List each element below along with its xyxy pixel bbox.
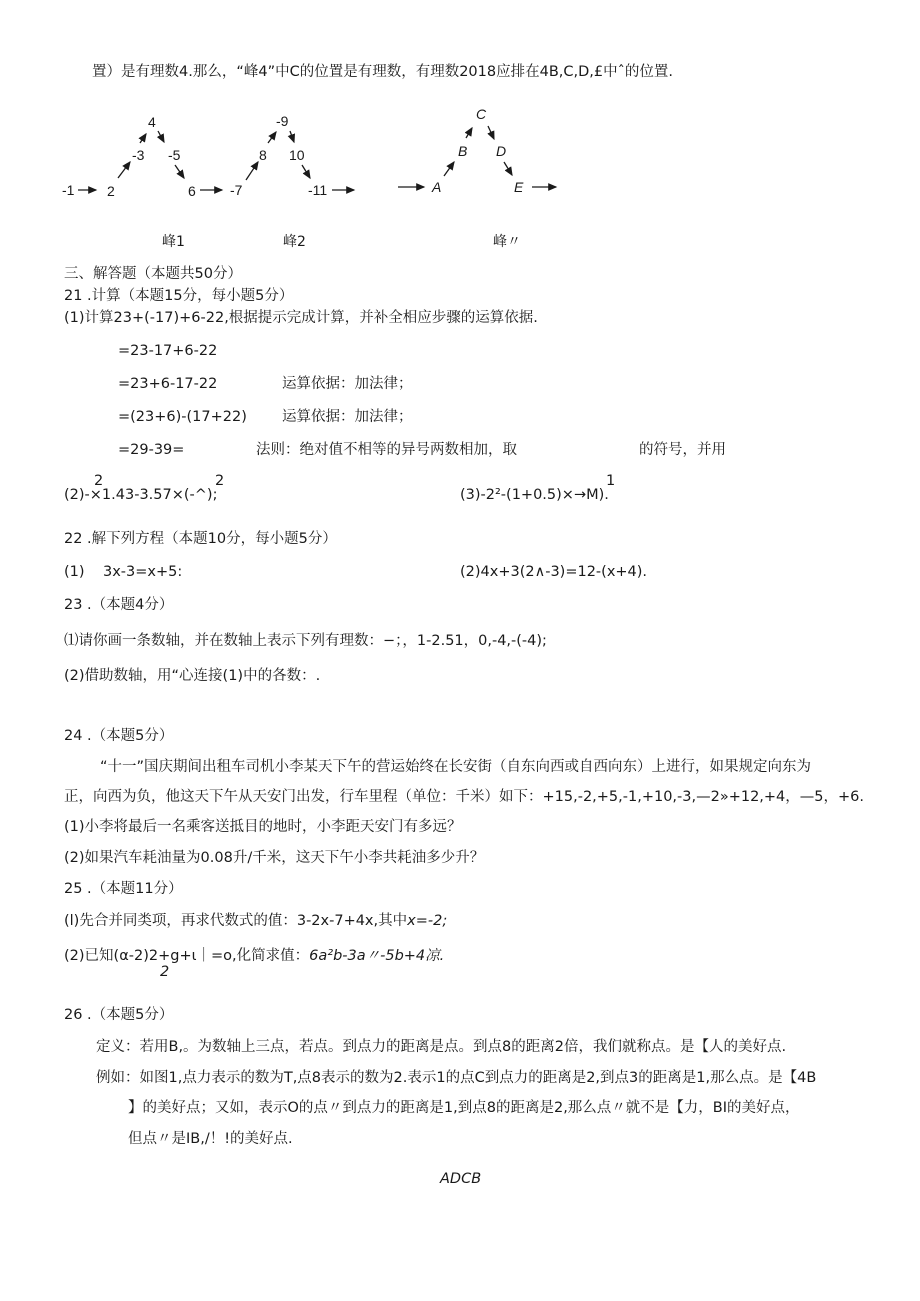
q21-part1: (1)计算23+(-17)+6-22,根据提示完成计算，并补全相应步骤的运算依据. — [64, 310, 538, 326]
q23-title: 23 .（本题4分） — [64, 597, 174, 613]
peak-n-label: 峰〃 — [493, 234, 521, 250]
q22-part1: (1) 3x-3=x+5: — [64, 564, 183, 580]
q21-note: 法则：绝对值不相等的异号两数相加，取 — [256, 442, 517, 458]
q21-step: =23+6-17-22 — [118, 376, 218, 392]
q23-part1: ⑴请你画一条数轴，并在数轴上表示下列有理数：−；，1-2.51，0,-4,-(-4); — [64, 633, 547, 649]
peak-n-node: A — [432, 179, 442, 195]
q24-title: 24 .（本题5分） — [64, 728, 174, 744]
peak-n — [398, 106, 556, 195]
q26-example: 】的美好点；又如，表示O的点〃到点力的距离是1,到点8的距离是2,那么点〃就不是【力，BI的美好点， — [128, 1100, 800, 1116]
q21-frac-num: 2 — [94, 473, 104, 489]
q23-part2: (2)借助数轴，用“心连接(1)中的各数：. — [64, 668, 321, 684]
q21-step: =29-39= — [118, 442, 185, 458]
peak-n-node: E — [514, 179, 524, 195]
peak-1-label: 峰1 — [162, 234, 185, 250]
q24-para: 正，向西为负，他这天下午从天安门出发，行车里程（单位：千米）如下：+15,-2,+5,-1,+10,-3,—2»+12,+4，—5，+6. — [64, 789, 864, 805]
q25-part1: (l)先合并同类项，再求代数式的值：3-2x-7+4x,其中x=-2; — [64, 913, 448, 929]
peak-2-label: 峰2 — [283, 234, 306, 250]
peak-1-node: 4 — [148, 114, 156, 130]
q24-part1: (1)小李将最后一名乘客送抵目的地时，小李距天安门有多远？ — [64, 819, 462, 835]
section-heading: 三、解答题（本题共50分） — [64, 266, 242, 282]
peak-1-node: -3 — [132, 147, 145, 163]
peak-1-node: -1 — [62, 182, 75, 198]
q25-frac-den: 2 — [160, 964, 170, 980]
q26-example: 但点〃是IB,/！!的美好点. — [128, 1131, 293, 1147]
q24-para: “十一”国庆期间出租车司机小李某天下午的营运始终在长安街（自东向西或自西向东）上进行，如果规定向东为 — [100, 759, 812, 775]
q21-step: =(23+6)-(17+22) — [118, 409, 247, 425]
q21-part2: (2)-×1.43-3.57×(-^); — [64, 487, 218, 503]
number-line-labels: ADCB — [440, 1171, 482, 1187]
peak-1-node: -5 — [168, 147, 181, 163]
intro-line: 置）是有理数4.那么，“峰4”中C的位置是有理数，有理数2018应排在4B,C,D,£中ˆ的位置. — [92, 64, 673, 80]
q21-note: 运算依据：加法律； — [282, 409, 413, 425]
peak-2-node: 8 — [259, 147, 267, 163]
q26-definition: 定义：若用B,。为数轴上三点，若点。到点力的距离是点。到点8的距离2倍，我们就称点。是【人的美好点. — [96, 1039, 787, 1055]
peak-2-node: -11 — [308, 182, 328, 198]
q21-note: 的符号，并用 — [639, 442, 726, 458]
q21-title: 21 .计算（本题15分，每小题5分） — [64, 288, 294, 304]
q22-part2: (2)4x+3(2∧-3)=12-(x+4). — [460, 564, 648, 580]
peak-1-node: 6 — [188, 183, 196, 199]
q21-note: 运算依据：加法律； — [282, 376, 413, 392]
peaks-figure — [0, 104, 920, 234]
q25-part2: (2)已知(α-2)2+g+ι｜=o,化简求值：6a²b-3a〃-5b+4凉. — [64, 948, 445, 964]
peak-2-node: -9 — [276, 113, 289, 129]
q22-title: 22 .解下列方程（本题10分，每小题5分） — [64, 531, 337, 547]
q21-part3: (3)-2²-(1+0.5)×→M). — [460, 487, 609, 503]
q26-example: 例如：如图1,点力表示的数为T,点8表示的数为2.表示1的点C到点力的距离是2,到点3的距离是1,那么点。是【4B — [96, 1070, 817, 1086]
peak-1-node: 2 — [107, 183, 115, 199]
q24-part2: (2)如果汽车耗油量为0.08升/千米，这天下午小李共耗油多少升？ — [64, 850, 485, 866]
peak-n-node: B — [458, 143, 468, 159]
peak-1 — [62, 114, 222, 199]
peak-2-node: -7 — [230, 182, 243, 198]
peak-n-node: C — [476, 106, 487, 122]
q26-title: 26 .（本题5分） — [64, 1007, 174, 1023]
q25-title: 25 .（本题11分） — [64, 881, 183, 897]
peak-2 — [230, 113, 354, 198]
q21-frac-num: 2 — [215, 473, 225, 489]
q21-frac-num: 1 — [606, 473, 616, 489]
peak-n-node: D — [496, 143, 507, 159]
peak-2-node: 10 — [289, 147, 305, 163]
q21-step: =23-17+6-22 — [118, 343, 218, 359]
